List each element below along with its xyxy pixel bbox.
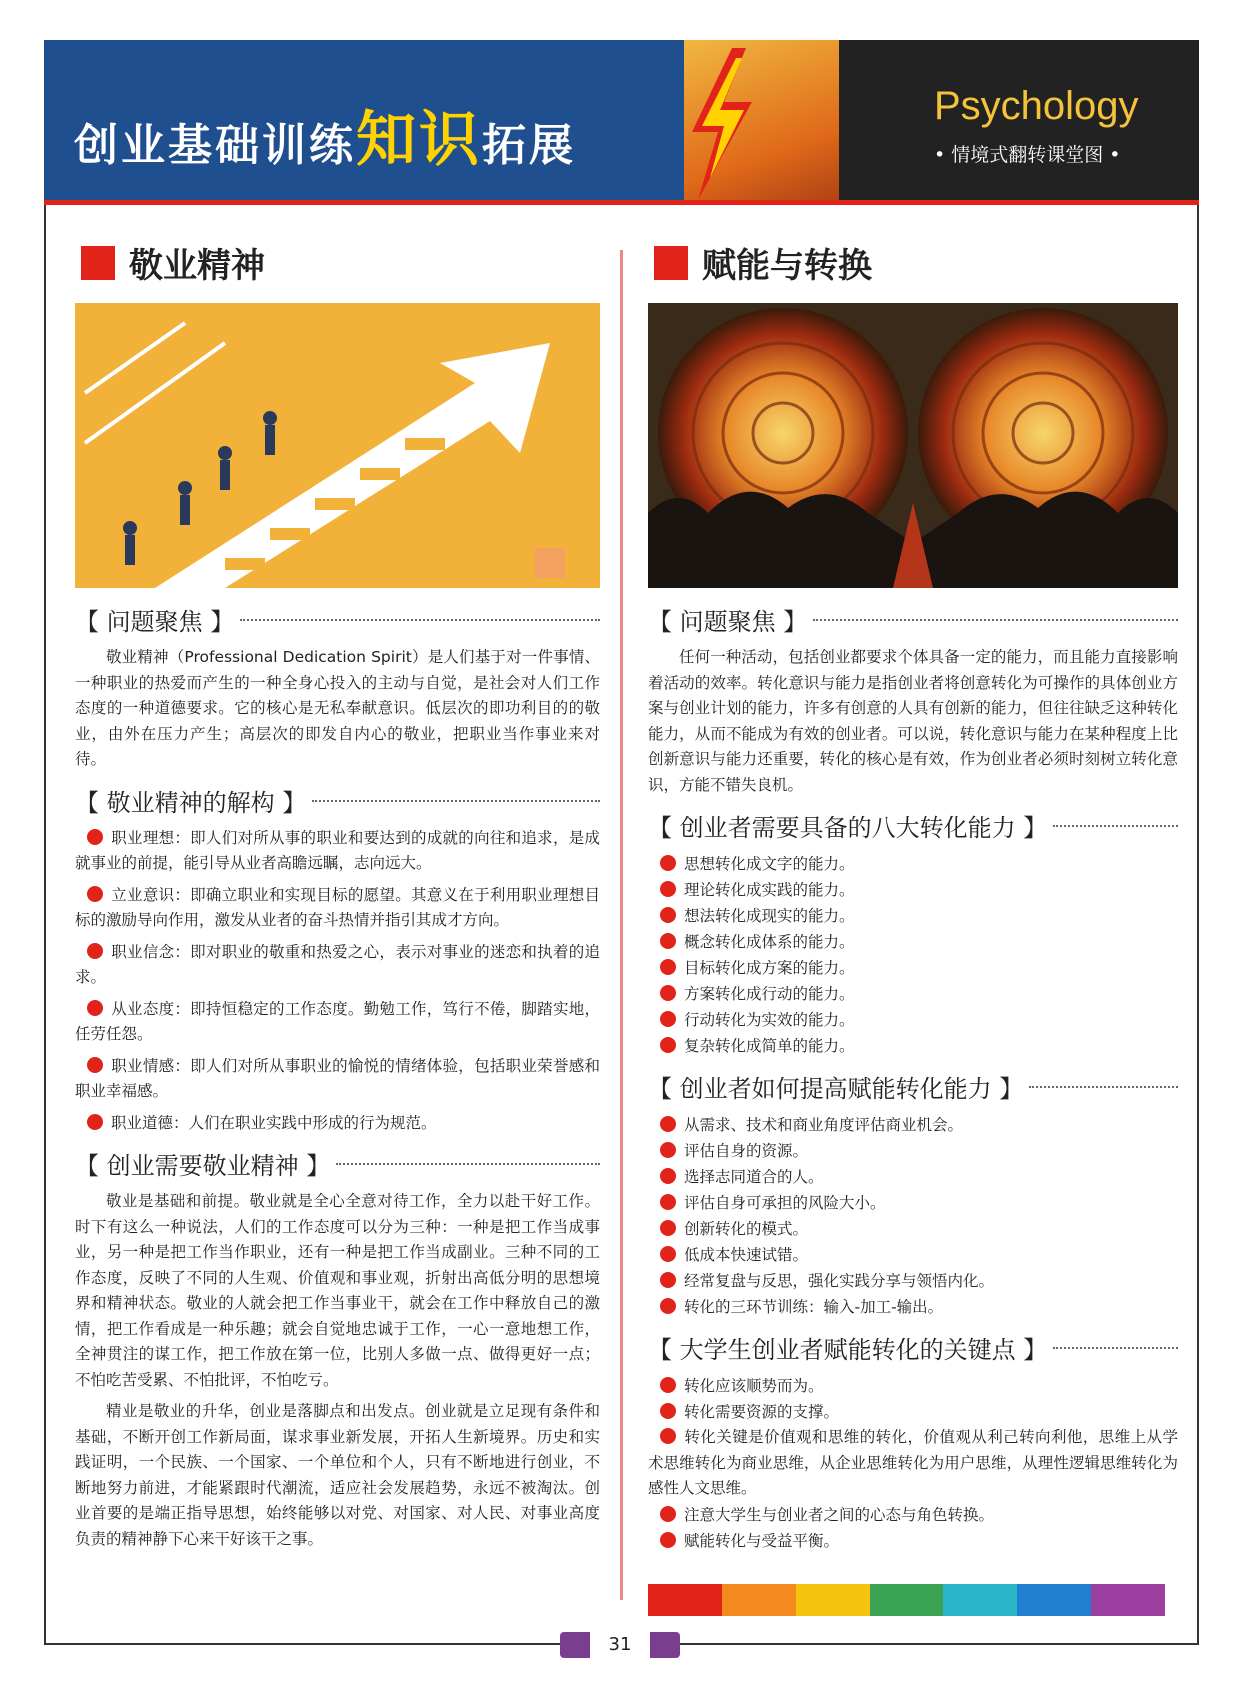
list-item: 评估自身可承担的风险大小。 [648,1190,1178,1216]
list-item: 注意大学生与创业者之间的心态与角色转换。 [648,1502,1178,1528]
list-item: 立业意识：即确立职业和实现目标的愿望。其意义在于利用职业理想目标的激励导向作用，激发从业者的奋斗热情并指引其成才方向。 [75,885,600,929]
bullet-dot-icon [660,1142,676,1158]
page-number: 31 [590,1630,650,1660]
left-heading-focus: 【 问题聚焦 】 [75,602,600,637]
left-heading-structure: 【 敬业精神的解构 】 [75,783,600,818]
bullet-dot-icon [660,1377,676,1393]
bullet-dot-icon [660,1037,676,1053]
list-item: 职业道德：人们在职业实践中形成的行为规范。 [75,1111,600,1137]
list-item: 目标转化成方案的能力。 [648,955,1178,981]
spiral-eyes-painting [648,303,1178,588]
list-item: 转化应该顺势而为。 [648,1373,1178,1399]
list-item: 经常复盘与反思，强化实践分享与领悟内化。 [648,1268,1178,1294]
right-focus-paragraph: 任何一种活动，包括创业都要求个体具备一定的能力，而且能力直接影响着活动的效率。转化意识与能力是指创业者将创意转化为可操作的具体创业方案与创业计划的能力，许多有创意的人具有创新的能力，但往往缺乏这种转化能力，从而不能成为有效的创业者。可以说，转化意识与能力在某种程度上比创新意识与能力还重要，转化的核心是有效，作为创业者必须时刻树立转化意识，方能不错失良机。 [648,648,1178,794]
bullet-dot-icon [660,1168,676,1184]
spiral-painting-icon [648,303,1178,588]
list-item: 思想转化成文字的能力。 [648,851,1178,877]
bullet-dot-icon [660,1220,676,1236]
psychology-label: Psychology [934,84,1139,128]
bullet-dot-icon [87,1057,103,1073]
right-heading-improve: 【 创业者如何提高赋能转化能力 】 [648,1069,1178,1104]
color-segment [796,1584,870,1616]
color-segment [870,1584,944,1616]
right-heading-keypoints: 【 大学生创业者赋能转化的关键点 】 [648,1330,1178,1365]
bullet-dot-icon [660,959,676,975]
list-item: 职业情感：即人们对所从事职业的愉悦的情绪体验，包括职业荣誉感和职业幸福感。 [75,1056,600,1100]
color-segment [648,1584,722,1616]
left-focus-paragraph: 敬业精神（Professional Dedication Spirit）是人们基于对一件事情、一种职业的热爱而产生的一种全身心投入的主动与自觉，是社会对人们工作态度的一种道德要求。它的核心是无私奉献意识。低层次的即功利目的的敬业，由外在压力产生；高层次的即发自内心的敬业，把职业当作事业来对待。 [75,648,600,768]
list-item: 想法转化成现实的能力。 [648,903,1178,929]
bullet-dot-icon [660,1506,676,1522]
color-segment [1091,1584,1165,1616]
bullet-dot-icon [660,1011,676,1027]
bullet-dot-icon [87,829,103,845]
bullet-dot-icon [660,1428,676,1444]
bullet-dot-icon [660,881,676,897]
bullet-dot-icon [660,855,676,871]
left-heading-need: 【 创业需要敬业精神 】 [75,1146,600,1181]
list-item: 评估自身的资源。 [648,1138,1178,1164]
header-title: 创业基础训练知识拓展 [74,105,576,175]
color-segment [1017,1584,1091,1616]
bullet-dot-icon [660,907,676,923]
bullet-dot-icon [660,1532,676,1548]
list-item: 理论转化成实践的能力。 [648,877,1178,903]
list-item: 创新转化的模式。 [648,1216,1178,1242]
bullet-dot-icon [87,886,103,902]
list-item: 行动转化为实效的能力。 [648,1007,1178,1033]
color-segment [722,1584,796,1616]
list-item: 概念转化成体系的能力。 [648,929,1178,955]
list-item: 赋能转化与受益平衡。 [648,1528,1178,1554]
list-item: 从需求、技术和商业角度评估商业机会。 [648,1112,1178,1138]
red-square-icon [654,246,688,280]
bullet-dot-icon [660,1403,676,1419]
bullet-dot-icon [660,933,676,949]
list-item: 职业信念：即对职业的敬重和热爱之心，表示对事业的迷恋和执着的追求。 [75,942,600,986]
page-number-badge [560,1632,680,1658]
page-header [44,40,1199,205]
list-item: 方案转化成行动的能力。 [648,981,1178,1007]
right-heading-focus: 【 问题聚焦 】 [648,602,1178,637]
bullet-dot-icon [660,1298,676,1314]
list-item: 转化的三环节训练：输入-加工-输出。 [648,1294,1178,1320]
right-column [648,238,1178,1616]
section-title-dedication: 敬业精神 [81,238,600,287]
left-need-paragraph-1: 敬业是基础和前提。敬业就是全心全意对待工作，全力以赴干好工作。时下有这么一种说法，人们的工作态度可以分为三种：一种是把工作当成事业，另一种是把工作当作职业，还有一种是把工作当成副业。三种不同的工作态度，反映了不同的人生观、价值观和事业观，折射出高低分明的思想境界和精神状态。敬业的人就会把工作当事业干，就会在工作中释放自己的激情，把工作看成是一种乐趣；就会自觉地忠诚于工作，一心一意地想工作，全神贯注的谋工作，把工作放在第一位，比别人多做一点、做得更好一点；不怕吃苦受累、不怕批评，不怕吃亏。 [75,1192,600,1389]
list-item: 复杂转化成简单的能力。 [648,1033,1178,1059]
bullet-dot-icon [660,1116,676,1132]
bullet-dot-icon [660,1246,676,1262]
list-item: 低成本快速试错。 [648,1242,1178,1268]
rainbow-color-bar [648,1584,1165,1616]
right-heading-eight-abilities: 【 创业者需要具备的八大转化能力 】 [648,808,1178,843]
lightning-bolt-icon [674,40,764,205]
column-divider [620,250,623,1600]
list-item: 职业理想：即人们对所从事的职业和要达到的成就的向往和追求，是成就事业的前提，能引导从业者高瞻远瞩，志向远大。 [75,828,600,872]
bullet-dot-icon [660,985,676,1001]
header-subtitle: • 情境式翻转课堂图 • [934,144,1121,166]
color-segment [943,1584,1017,1616]
stairs-illustration [75,303,600,588]
list-item: 转化关键是价值观和思维的转化，价值观从利己转向利他，思维上从学术思维转化为商业思维，从企业思维转化为用户思维，从理性逻辑思维转化为感性人文思维。 [648,1428,1178,1497]
rising-arrow-icon [75,303,600,588]
list-item: 选择志同道合的人。 [648,1164,1178,1190]
list-item: 从业态度：即持恒稳定的工作态度。勤勉工作，笃行不倦，脚踏实地，任劳任怨。 [75,999,600,1043]
bullet-dot-icon [87,1114,103,1130]
header-red-stripe [44,200,1199,205]
left-need-paragraph-2: 精业是敬业的升华，创业是落脚点和出发点。创业就是立足现有条件和基础，不断开创工作新局面，谋求事业新发展，开拓人生新境界。历史和实践证明，一个民族、一个国家、一个单位和个人，只有不断地进行创业，不断地努力前进，才能紧跟时代潮流，适应社会发展趋势，永远不被淘汰。创业首要的是端正指导思想，始终能够以对党、对国家、对人民、对事业高度负责的精神静下心来干好该干之事。 [75,1402,600,1548]
section-title-empowerment: 赋能与转换 [654,238,1178,287]
bullet-dot-icon [660,1194,676,1210]
red-square-icon [81,246,115,280]
bullet-dot-icon [87,943,103,959]
bullet-dot-icon [87,1000,103,1016]
left-column [75,238,600,1552]
bullet-dot-icon [660,1272,676,1288]
list-item: 转化需要资源的支撑。 [648,1399,1178,1425]
